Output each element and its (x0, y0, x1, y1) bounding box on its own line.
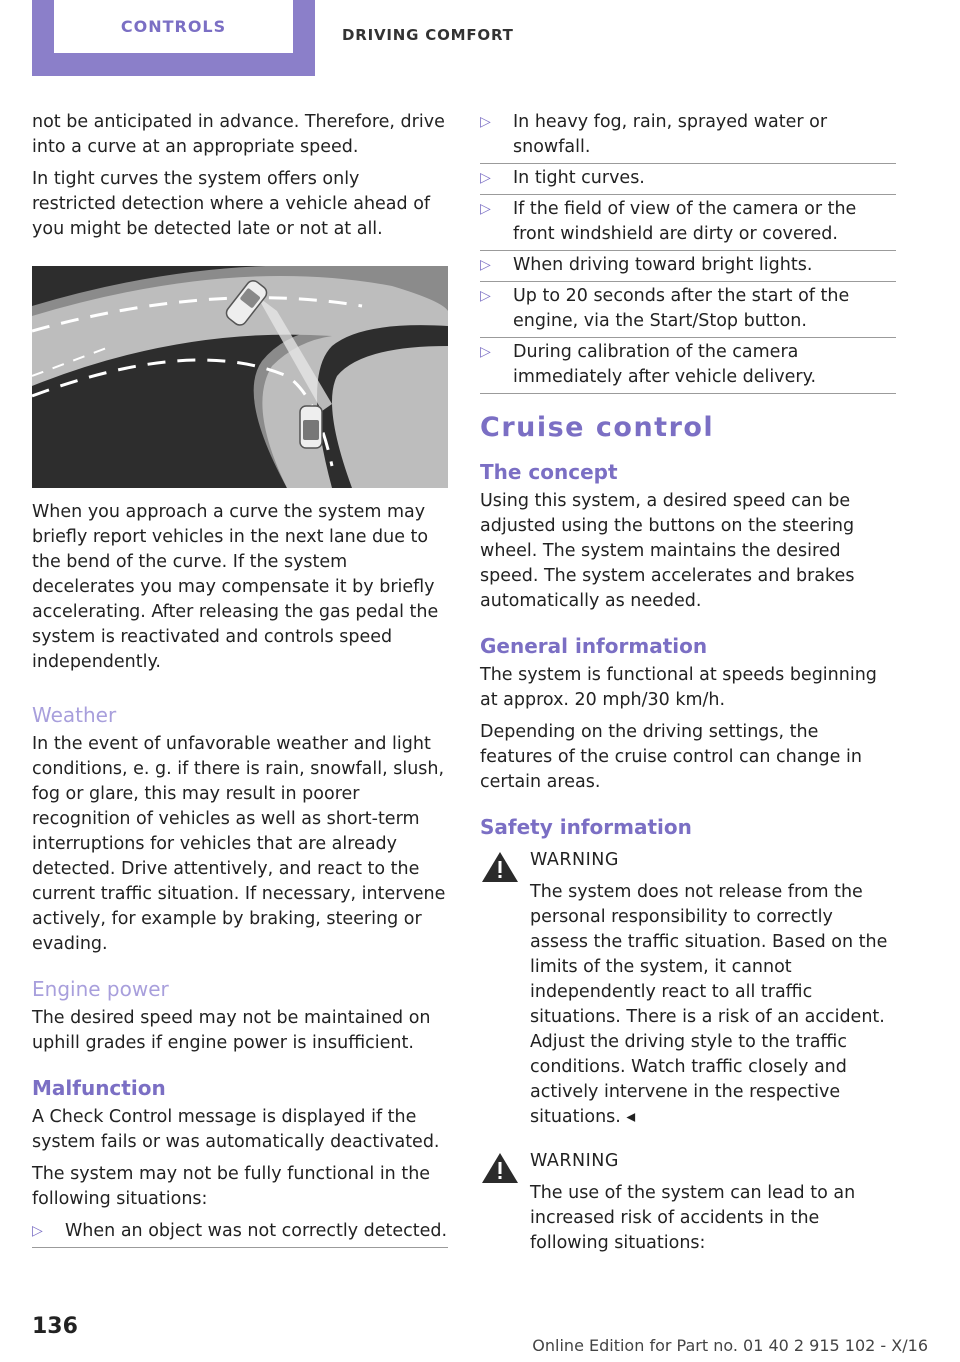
paragraph: A Check Control message is displayed if the system fails or was automatically deactivated. (32, 1107, 440, 1152)
triangle-bullet-icon: ▷ (480, 170, 491, 186)
paragraph: The system may not be fully functional in the following situations: (32, 1164, 431, 1209)
curve-illustration-svg (32, 266, 448, 488)
triangle-bullet-icon: ▷ (480, 114, 491, 130)
warning-triangle-icon (480, 848, 520, 886)
situations-list-left (32, 1219, 448, 1244)
triangle-bullet-icon: ▷ (480, 288, 491, 304)
warning-block (480, 1149, 896, 1256)
situations-list-right (480, 110, 896, 390)
list-item: ▷ In heavy fog, rain, sprayed water or snowfall. (480, 110, 896, 160)
page-number: 136 (32, 1314, 78, 1339)
triangle-bullet-icon: ▷ (32, 1223, 43, 1239)
paragraph: When you approach a curve the system may briefly report vehicles in the next lane due to the bend of the curve. If the system decelerates you may compensate it by briefly accelerating. After releasing the gas pedal the system is reactivated and controls speed independently. (32, 502, 439, 672)
concept-heading: The concept (480, 460, 618, 484)
triangle-bullet-icon: ▷ (480, 201, 491, 217)
paragraph: In tight curves the system offers only restricted detection where a vehicle ahead of you might be detected late or not at all. (32, 169, 431, 239)
warning-text: The use of the system can lead to an increased risk of accidents in the following situations: (530, 1183, 856, 1253)
list-item: ▷ When driving toward bright lights. (480, 253, 896, 278)
right-column (480, 110, 896, 1263)
weather-heading: Weather (32, 703, 117, 727)
list-item: ▷ If the field of view of the camera or the front windshield are dirty or covered. (480, 197, 896, 247)
list-item: ▷ Up to 20 seconds after the start of the engine, via the Start/Stop button. (480, 284, 896, 334)
warning-triangle-icon (480, 1149, 520, 1187)
paragraph: Depending on the driving settings, the features of the cruise control can change in certain areas. (480, 722, 862, 792)
warning-block (480, 848, 896, 1130)
section-title: DRIVING COMFORT (342, 26, 514, 44)
paragraph: The desired speed may not be maintained on uphill grades if engine power is insufficient. (32, 1008, 431, 1053)
warning-label: WARNING (530, 850, 619, 870)
own-car (300, 406, 322, 448)
triangle-bullet-icon: ▷ (480, 344, 491, 360)
left-column (32, 110, 448, 1250)
paragraph: The system is functional at speeds beginning at approx. 20 mph/30 km/h. (480, 665, 877, 710)
safety-information-heading: Safety information (480, 815, 692, 839)
list-item: ▷ When an object was not correctly detected. (32, 1219, 448, 1244)
paragraph: In the event of unfavorable weather and light conditions, e. g. if there is rain, snowfall, slush, fog or glare, this may result in poorer recognition of vehicles as well as short-term interruptions for vehicles that are already detected. Drive attentively, and react to the current traffic situation. If necessary, intervene actively, for example by braking, steering or evading. (32, 734, 446, 954)
list-item: ▷ In tight curves. (480, 166, 896, 191)
malfunction-heading: Malfunction (32, 1076, 166, 1100)
general-information-heading: General information (480, 634, 708, 658)
edition-footer: Online Edition for Part no. 01 40 2 915 102 - X/16 (532, 1336, 928, 1355)
paragraph: Using this system, a desired speed can be adjusted using the buttons on the steering wheel. The system maintains the desired speed. The system accelerates and brakes automatically as needed. (480, 491, 855, 611)
cruise-control-heading: Cruise control (480, 412, 715, 443)
chapter-tab (32, 0, 315, 76)
list-item: ▷ During calibration of the camera immediately after vehicle delivery. (480, 340, 896, 390)
engine-power-heading: Engine power (32, 977, 169, 1001)
curve-detection-illustration (32, 266, 448, 488)
warning-text: The system does not release from the personal responsibility to correctly assess the traffic situation. Based on the limits of the system, it cannot independently react to all traffic situations. There is a risk of an accident. Adjust the driving style to the traffic conditions. Watch traffic closely and actively intervene in the respective situations. ◂ (530, 882, 888, 1127)
warning-label: WARNING (530, 1151, 619, 1171)
triangle-bullet-icon: ▷ (480, 257, 491, 273)
paragraph: not be anticipated in advance. Therefore, drive into a curve at an appropriate speed. (32, 112, 445, 157)
chapter-tab-label: CONTROLS (54, 0, 293, 53)
